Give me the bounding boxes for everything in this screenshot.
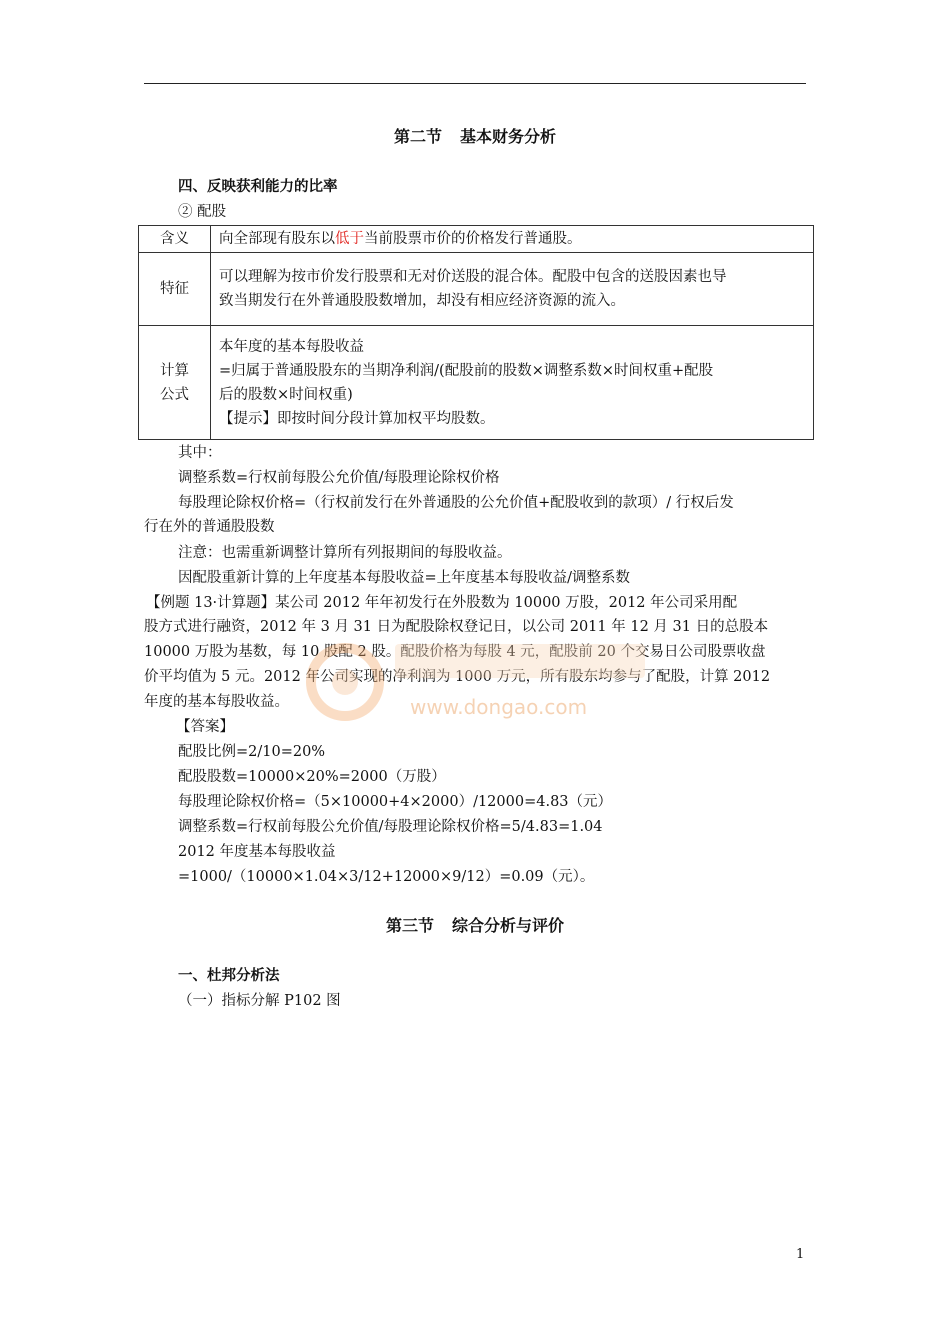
- row-value: 向全部现有股东以低于当前股票市价的价格发行普通股。: [211, 226, 814, 253]
- note-line: 每股理论除权价格=（行权前发行在外普通股的公允价值+配股收到的款项）/ 行权后发: [178, 495, 734, 511]
- example-line: 年度的基本每股收益。: [144, 694, 289, 710]
- dupont-heading: 一、杜邦分析法: [178, 968, 280, 984]
- answer-line: =1000/（10000×1.04×3/12+12000×9/12）=0.09（元）。: [178, 869, 595, 885]
- page-number: 1: [796, 1247, 805, 1262]
- note-line: 调整系数=行权前每股公允价值/每股理论除权价格: [178, 470, 500, 486]
- definition-table: [138, 225, 814, 440]
- note-line: 其中：: [178, 445, 222, 461]
- note-line: 因配股重新计算的上年度基本每股收益=上年度基本每股收益/调整系数: [178, 570, 631, 586]
- note-line: 行在外的普通股股数: [144, 519, 275, 535]
- example-line: 股方式进行融资，2012 年 3 月 31 日为配股除权登记日，以公司 2011 年 12 月 31 日的总股本: [144, 619, 769, 635]
- table-row: [139, 226, 814, 253]
- row-value: 可以理解为按市价发行股票和无对价送股的混合体。配股中包含的送股因素也导 致当期发行在外普通股股数增加，却没有相应经济资源的流入。: [211, 253, 814, 326]
- answer-line: 配股比例=2/10=20%: [178, 744, 326, 760]
- note-line: 注意：也需重新调整计算所有列报期间的每股收益。: [178, 545, 512, 561]
- item-label: ② 配股: [178, 204, 227, 220]
- row-label: 计算 公式: [139, 326, 211, 440]
- table-row: [139, 253, 814, 326]
- answer-line: 配股股数=10000×20%=2000（万股）: [178, 769, 446, 785]
- example-line: 10000 万股为基数，每 10 股配 2 股。配股价格为每股 4 元，配股前 20 个交易日公司股票收盘: [144, 644, 766, 660]
- answer-line: 每股理论除权价格=（5×10000+4×2000）/12000=4.83（元）: [178, 794, 613, 810]
- subsection-heading: 四、反映获利能力的比率: [178, 179, 338, 195]
- example-line: 价平均值为 5 元。2012 年公司实现的净利润为 1000 万元，所有股东均参与了配股，计算 2012: [144, 669, 771, 685]
- answer-line: 2012 年度基本每股收益: [178, 844, 336, 860]
- dupont-subheading: （一）指标分解 P102 图: [178, 993, 341, 1009]
- table-row: [139, 326, 814, 440]
- emphasis-text: 低于: [335, 231, 364, 247]
- row-label: 含义: [139, 226, 211, 253]
- row-value: 本年度的基本每股收益 =归属于普通股股东的当期净利润/(配股前的股数×调整系数×时间权重+配股 后的股数×时间权重) 【提示】即按时间分段计算加权平均股数。: [211, 326, 814, 440]
- example-line: 【例题 13·计算题】某公司 2012 年年初发行在外股数为 10000 万股，2012 年公司采用配: [146, 595, 738, 611]
- section-title: 第二节 基本财务分析: [393, 127, 557, 146]
- section3-title: 第三节 综合分析与评价: [385, 916, 565, 935]
- answer-line: 调整系数=行权前每股公允价值/每股理论除权价格=5/4.83=1.04: [178, 819, 603, 835]
- header-rule: [144, 83, 806, 84]
- answer-heading: 【答案】: [176, 719, 234, 735]
- row-label: 特征: [139, 253, 211, 326]
- watermark-url: www.dongao.com: [410, 695, 588, 719]
